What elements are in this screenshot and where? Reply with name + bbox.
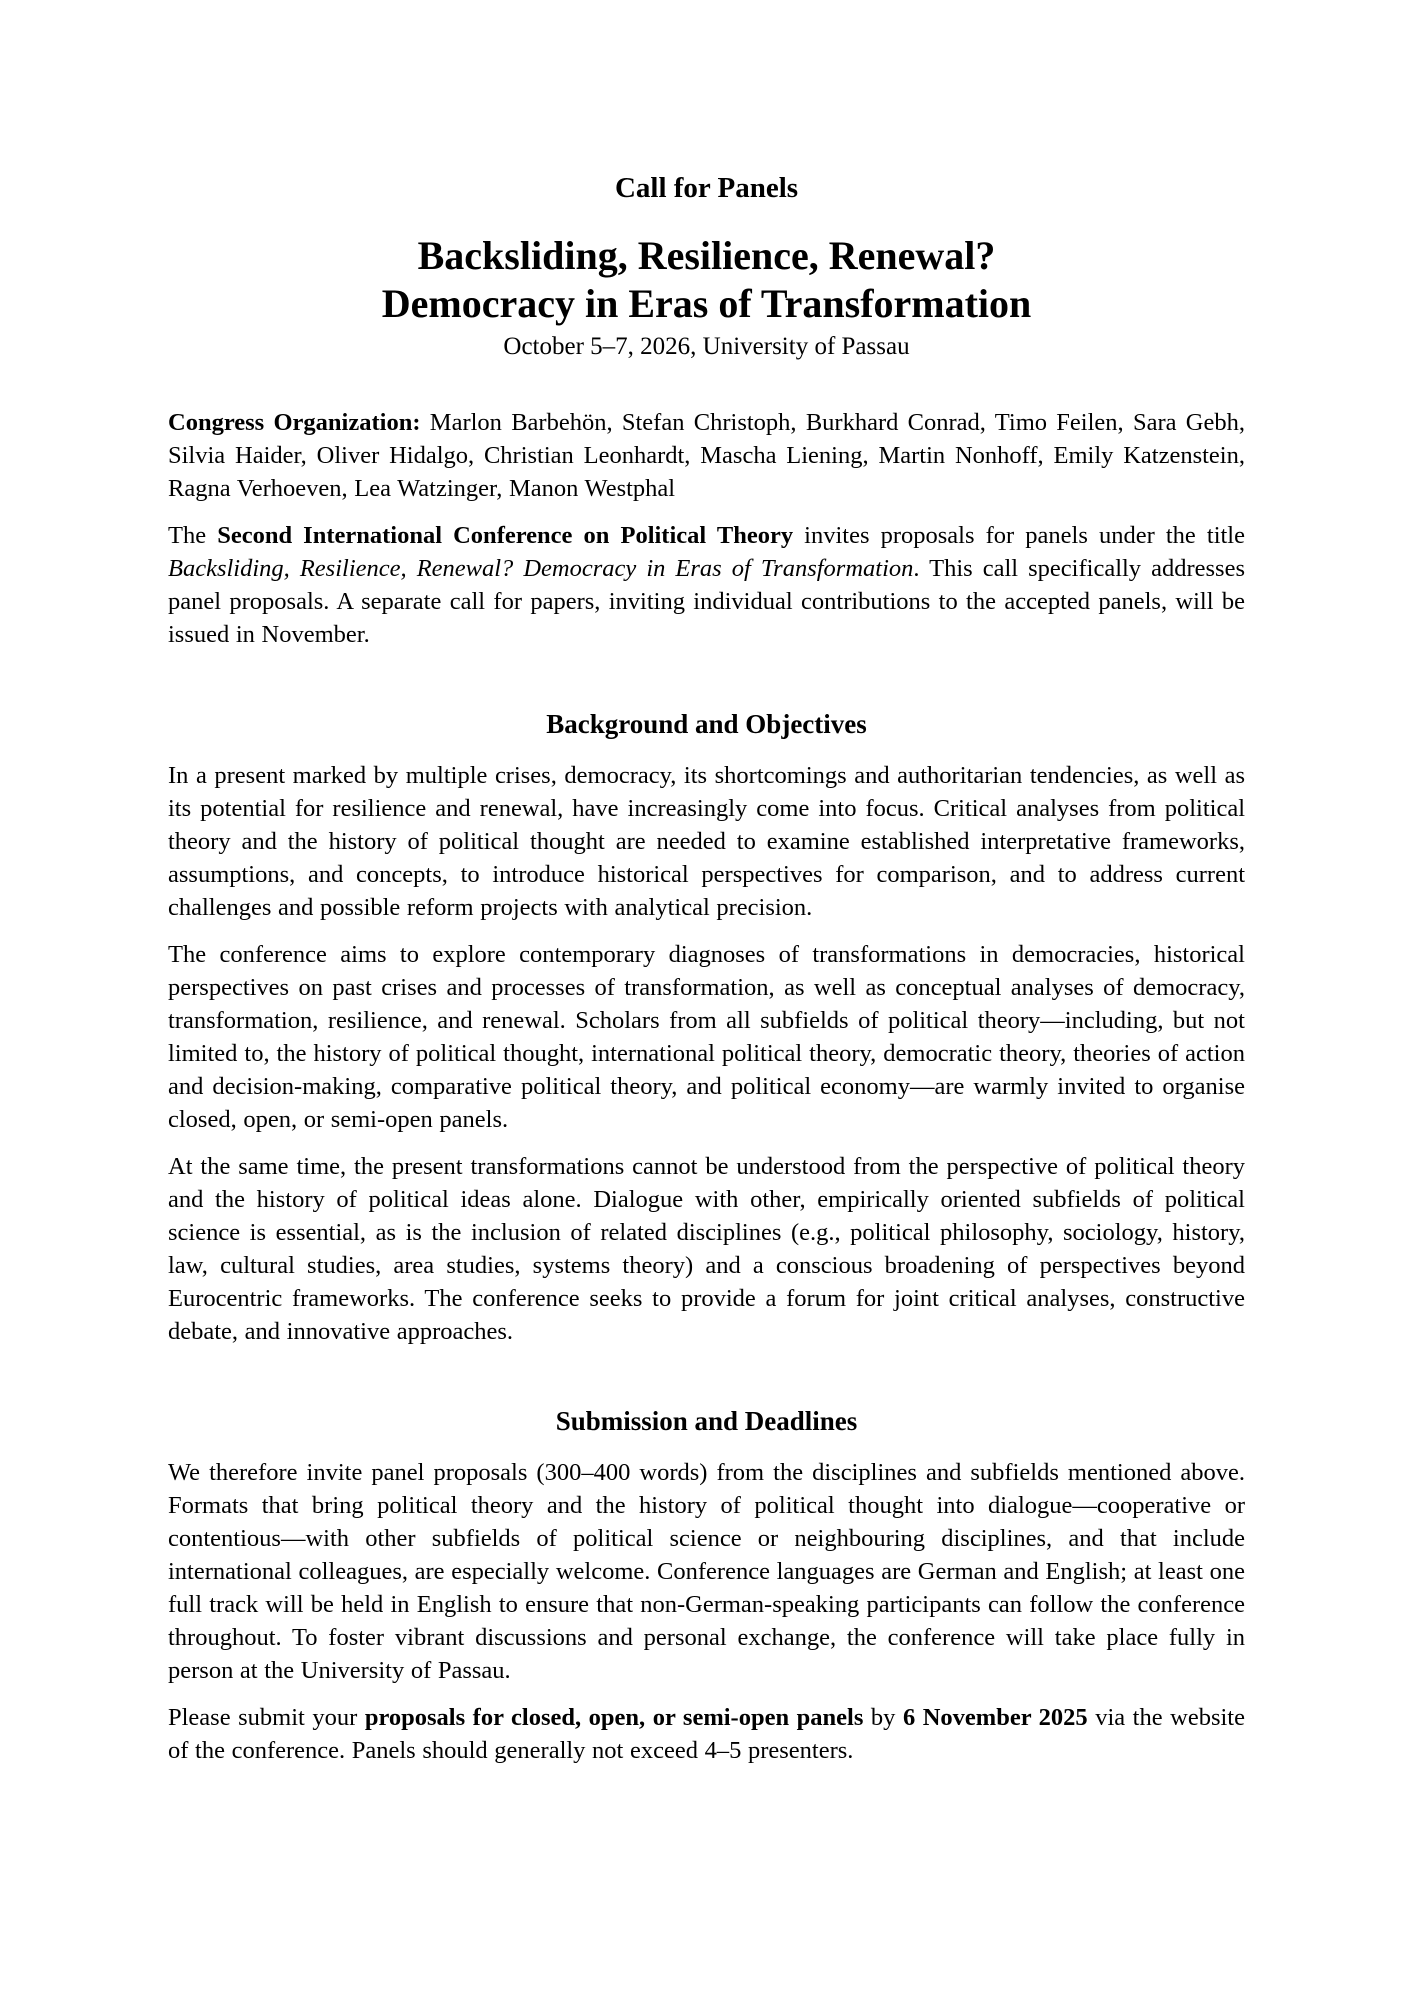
title-line-2: Democracy in Eras of Transformation	[381, 281, 1032, 326]
document-title	[168, 232, 1245, 328]
section-heading-background-and-objectives: Background and Objectives	[546, 709, 867, 739]
submission-paragraph-2: Please submit your proposals for closed, open, or semi-open panels by 6 November 2025 via the website of the conference. Panels should generally not exceed 4–5 presenters.	[168, 1704, 1245, 1764]
submission-paragraph-1: We therefore invite panel proposals (300–400 words) from the disciplines and subfields mentioned above. Formats that bring political theory and the history of political thought into dialogue—cooperative or contentious—with other subfields of political science or neighbouring disciplines, and that include international colleagues, are especially welcome. Conference languages are German and English; at least one full track will be held in English to ensure that non-German-speaking participants can follow the conference throughout. To foster vibrant discussions and personal exchange, the conference will take place fully in person at the University of Passau.	[168, 1459, 1245, 1684]
section-heading-submission-and-deadlines: Submission and Deadlines	[555, 1406, 858, 1436]
background-paragraph-2: The conference aims to explore contemporary diagnoses of transformations in democracies, historical perspectives on past crises and processes of transformation, as well as conceptual analyses of democracy, transformation, resilience, and renewal. Scholars from all subfields of political theory—including, but not limited to, the history of political thought, international political theory, democratic theory, theories of action and decision-making, comparative political theory, and political economy—are warmly invited to organise closed, open, or semi-open panels.	[168, 941, 1245, 1133]
title-line-1: Backsliding, Resilience, Renewal?	[417, 233, 996, 278]
call-overview-paragraph: The Second International Conference on Political Theory invites proposals for panels under the title Backsliding, Resilience, Renewal? Democracy in Eras of Transformation. This call specifically addresses panel proposals. A separate call for papers, inviting individual contributions to the accepted panels, will be issued in November.	[168, 522, 1245, 648]
date-location-line: October 5–7, 2026, University of Passau	[503, 333, 910, 360]
kicker-call-for-panels: Call for Panels	[614, 172, 799, 204]
background-paragraph-3: At the same time, the present transformations cannot be understood from the perspective of political theory and the history of political ideas alone. Dialogue with other, empirically oriented subfields of political science is essential, as is the inclusion of related disciplines (e.g., political philosophy, sociology, history, law, cultural studies, area studies, systems theory) and a conscious broadening of perspectives beyond Eurocentric frameworks. The conference seeks to provide a forum for joint critical analyses, constructive debate, and innovative approaches.	[168, 1153, 1245, 1345]
background-paragraph-1: In a present marked by multiple crises, democracy, its shortcomings and authoritarian tendencies, as well as its potential for resilience and renewal, have increasingly come into focus. Critical analyses from political theory and the history of political thought are needed to examine established interpretative frameworks, assumptions, and concepts, to introduce historical perspectives for comparison, and to address current challenges and possible reform projects with analytical precision.	[168, 762, 1245, 921]
congress-organization-paragraph: Congress Organization: Marlon Barbehön, Stefan Christoph, Burkhard Conrad, Timo Feilen, Sara Gebh, Silvia Haider, Oliver Hidalgo, Christian Leonhardt, Mascha Liening, Martin Nonhoff, Emily Katzenstein, Ragna Verhoeven, Lea Watzinger, Manon Westphal	[168, 409, 1245, 502]
